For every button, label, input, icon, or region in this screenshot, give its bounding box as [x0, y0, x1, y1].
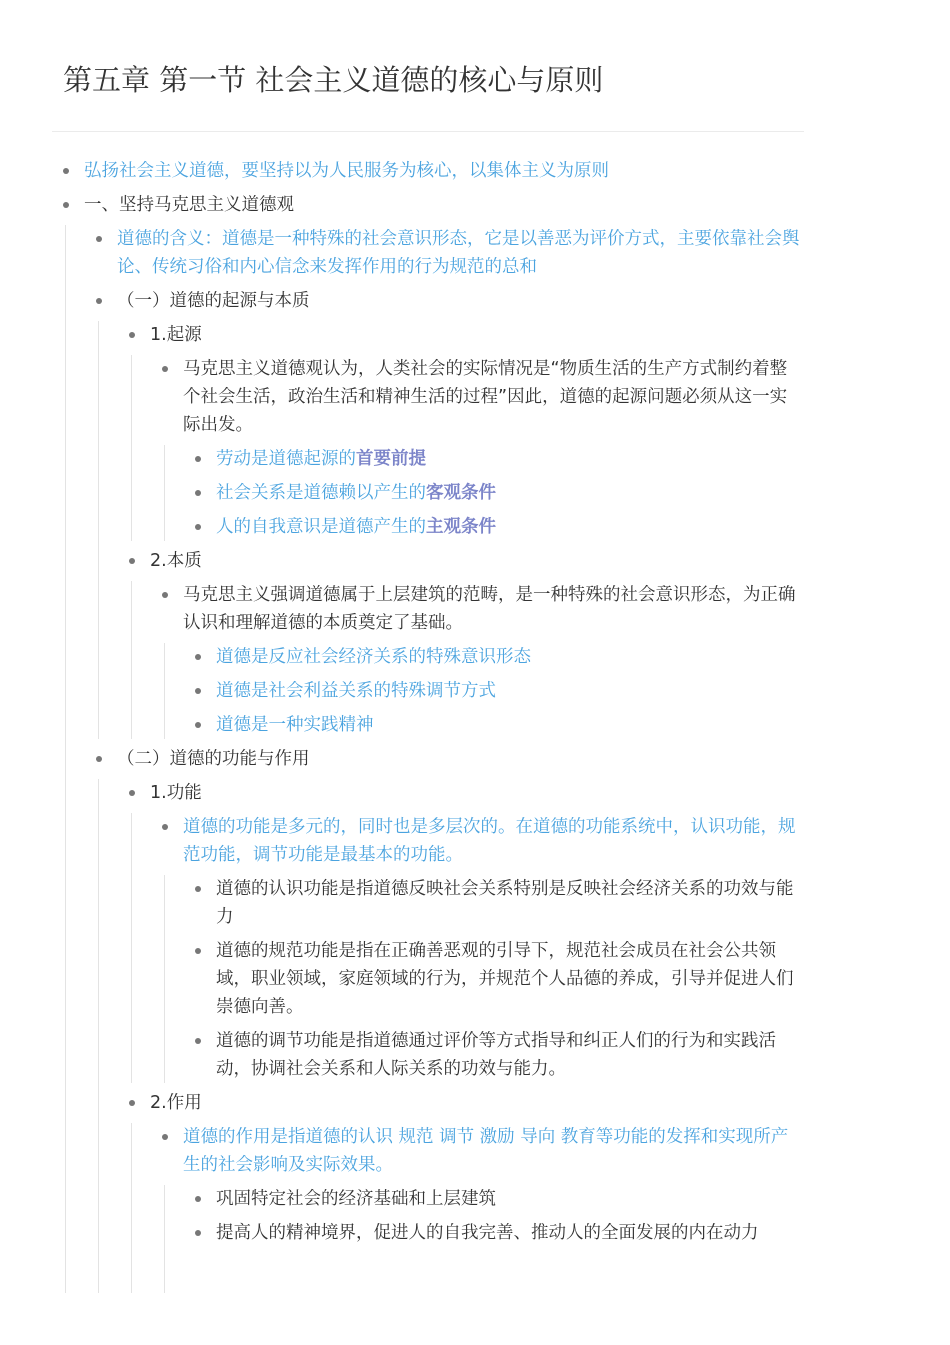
item-text: 道德的作用是指道德的认识 规范 调节 激励 导向 教育等功能的发挥和实现所产生的社会影响及实际效果。 [183, 1127, 789, 1175]
list-item [126, 321, 804, 349]
outline-children [159, 1185, 804, 1293]
list-item [60, 157, 804, 185]
bullet-icon [195, 1230, 201, 1236]
outline-level-4 [159, 1123, 804, 1293]
bullet-icon [129, 332, 135, 338]
list-item [192, 937, 804, 1021]
item-text [216, 513, 804, 541]
list-item [192, 875, 804, 931]
outline-level-5 [192, 875, 804, 1083]
list-item [192, 711, 804, 739]
outline-children [60, 225, 804, 1293]
outline-children [126, 1123, 804, 1293]
outline-level-4 [159, 581, 804, 739]
bullet-icon [129, 790, 135, 796]
bullet-icon [63, 202, 69, 208]
indent-guide [65, 225, 66, 1293]
outline-level-2 [93, 225, 804, 1293]
list-item [192, 677, 804, 705]
item-text: 道德是社会利益关系的特殊调节方式 [216, 681, 496, 701]
item-text: 一、坚持马克思主义道德观 [84, 195, 294, 215]
bullet-icon [96, 756, 102, 762]
outline-children [93, 321, 804, 739]
list-item [192, 513, 804, 541]
bullet-icon [162, 1134, 168, 1140]
item-text: 1.功能 [150, 783, 202, 803]
outline-level-5 [192, 643, 804, 739]
item-text-prefix: 社会关系是道德赖以产生的 [216, 483, 426, 503]
bullet-icon [96, 236, 102, 242]
bullet-icon [195, 722, 201, 728]
list-item [192, 643, 804, 671]
bullet-icon [162, 592, 168, 598]
bullet-icon [195, 1196, 201, 1202]
outline-children [159, 445, 804, 541]
indent-guide [98, 779, 99, 1293]
outline-children [126, 813, 804, 1083]
item-text-emphasis: 主观条件 [426, 517, 496, 537]
outline-children [126, 581, 804, 739]
indent-guide [131, 1123, 132, 1293]
bullet-icon [129, 1100, 135, 1106]
bullet-icon [63, 168, 69, 174]
item-text: 1.起源 [150, 325, 202, 345]
title-divider [52, 131, 804, 132]
item-text: 2.本质 [150, 551, 202, 571]
item-text: 道德的功能是多元的，同时也是多层次的。在道德的功能系统中，认识功能，规范功能，调节功能是最基本的功能。 [183, 817, 796, 865]
bullet-icon [162, 824, 168, 830]
item-text: 马克思主义道德观认为，人类社会的实际情况是“物质生活的生产方式制约着整个社会生活，政治生活和精神生活的过程”因此，道德的起源问题必须从这一实际出发。 [183, 359, 788, 435]
list-item [93, 225, 804, 281]
item-text-prefix: 人的自我意识是道德产生的 [216, 517, 426, 537]
bullet-icon [195, 886, 201, 892]
outline [60, 157, 804, 1293]
list-item [159, 1123, 804, 1179]
item-text-emphasis: 首要前提 [356, 449, 426, 469]
outline-level-4 [159, 355, 804, 541]
item-text: 道德的含义：道德是一种特殊的社会意识形态，它是以善恶为评价方式，主要依靠社会舆论、传统习俗和内心信念来发挥作用的行为规范的总和 [117, 229, 800, 277]
indent-guide [131, 813, 132, 1083]
indent-guide [131, 355, 132, 541]
outline-children [159, 875, 804, 1083]
list-item [159, 355, 804, 439]
bullet-icon [96, 298, 102, 304]
outline-level-4 [159, 813, 804, 1083]
item-text: （一）道德的起源与本质 [117, 291, 310, 311]
item-text: 道德是一种实践精神 [216, 715, 374, 735]
bullet-icon [162, 366, 168, 372]
item-text-emphasis: 客观条件 [426, 483, 496, 503]
outline-children [93, 779, 804, 1293]
bullet-icon [129, 558, 135, 564]
indent-guide [164, 445, 165, 541]
item-text: 弘扬社会主义道德，要坚持以为人民服务为核心，以集体主义为原则 [84, 161, 609, 181]
item-text-prefix: 劳动是道德起源的 [216, 449, 356, 469]
outline-root [60, 157, 804, 1293]
item-text: 巩固特定社会的经济基础和上层建筑 [216, 1189, 496, 1209]
outline-level-5 [192, 1185, 804, 1247]
bullet-icon [195, 688, 201, 694]
item-text [216, 479, 804, 507]
bullet-icon [195, 1038, 201, 1044]
bullet-icon [195, 948, 201, 954]
outline-children [126, 355, 804, 541]
list-item [192, 1027, 804, 1083]
item-text: 马克思主义强调道德属于上层建筑的范畴，是一种特殊的社会意识形态，为正确认识和理解道德的本质奠定了基础。 [183, 585, 796, 633]
list-item [93, 287, 804, 315]
list-item [159, 813, 804, 869]
list-item [126, 1089, 804, 1117]
item-text: 道德的调节功能是指道德通过评价等方式指导和纠正人们的行为和实践活动，协调社会关系和人际关系的功效与能力。 [216, 1031, 776, 1079]
indent-guide [98, 321, 99, 739]
item-text [216, 445, 804, 473]
item-text: 道德是反应社会经济关系的特殊意识形态 [216, 647, 531, 667]
item-text: 道德的规范功能是指在正确善恶观的引导下，规范社会成员在社会公共领域，职业领域，家庭领域的行为，并规范个人品德的养成，引导并促进人们崇德向善。 [216, 941, 794, 1017]
indent-guide [131, 581, 132, 739]
outline-level-3 [126, 321, 804, 739]
list-item [159, 581, 804, 637]
bullet-icon [195, 654, 201, 660]
bullet-icon [195, 456, 201, 462]
list-item [126, 779, 804, 807]
item-text: 提高人的精神境界，促进人的自我完善、推动人的全面发展的内在动力 [216, 1223, 759, 1243]
list-item [192, 445, 804, 473]
item-text: （二）道德的功能与作用 [117, 749, 310, 769]
list-item [126, 547, 804, 575]
item-text: 2.作用 [150, 1093, 202, 1113]
item-text: 道德的认识功能是指道德反映社会关系特别是反映社会经济关系的功效与能力 [216, 879, 794, 927]
list-item [60, 191, 804, 219]
list-item [192, 1219, 804, 1247]
bullet-icon [195, 490, 201, 496]
indent-guide [164, 875, 165, 1083]
outline-children [159, 643, 804, 739]
indent-guide [164, 1185, 165, 1293]
outline-level-5 [192, 445, 804, 541]
list-item [192, 1185, 804, 1213]
page-title: 第五章 第一节 社会主义道德的核心与原则 [63, 63, 604, 97]
indent-guide [164, 643, 165, 739]
bullet-icon [195, 524, 201, 530]
list-item [93, 745, 804, 773]
outline-level-3 [126, 779, 804, 1293]
list-item [192, 479, 804, 507]
